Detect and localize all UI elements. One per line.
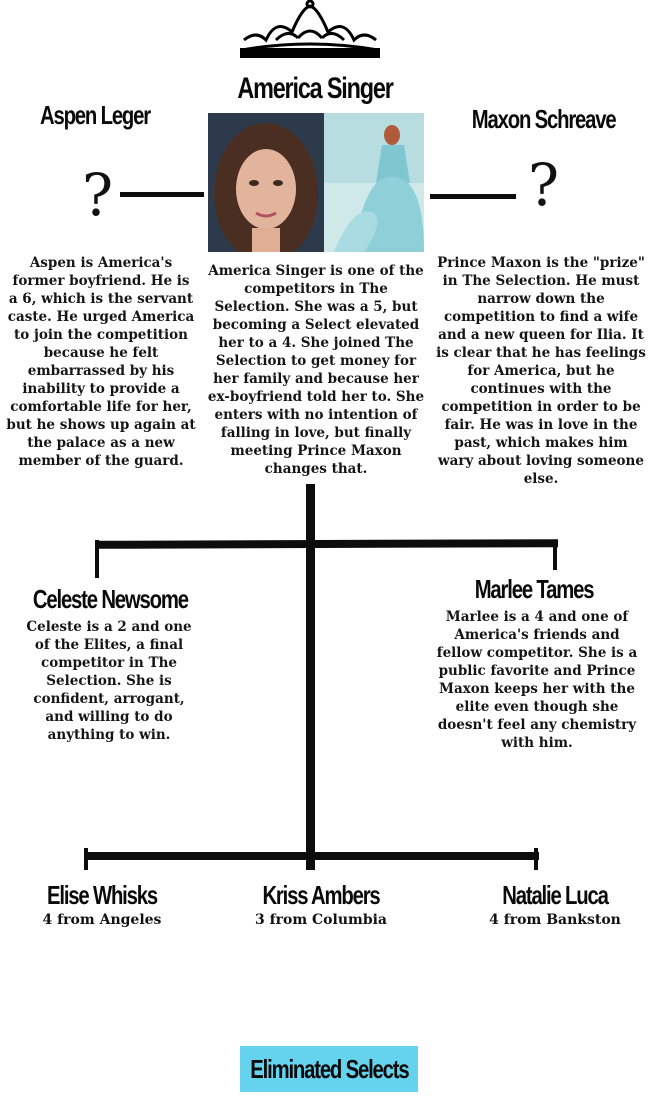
celeste-drop-line xyxy=(95,540,99,578)
maxon-name: Maxon Schreave xyxy=(471,104,616,134)
natalie-origin: 4 from Bankston xyxy=(489,912,621,928)
maxon-connector-line xyxy=(430,194,516,199)
selection-cover-photo xyxy=(324,113,424,252)
america-portrait-photo xyxy=(208,113,324,252)
marlee-name: Marlee Tames xyxy=(474,574,594,604)
maxon-unknown-mark: ? xyxy=(528,151,560,219)
aspen-name: Aspen Leger xyxy=(40,100,150,130)
natalie-name: Natalie Luca xyxy=(502,880,608,910)
kriss-origin: 3 from Columbia xyxy=(254,912,387,928)
america-description: America Singer is one of the competitors in The Selection. She was a 5, but becoming a Select elevated her to a 4. She joined The Selection to get money for her family and because her ex-boyfriend told her to. She enters with no intention of falling in love, but finally meeting Prince Maxon changes that. xyxy=(207,263,425,477)
aspen-connector-line xyxy=(120,192,204,197)
elite-branch-line xyxy=(95,539,558,549)
selects-branch-line xyxy=(84,852,539,860)
celeste-name: Celeste Newsome xyxy=(32,584,188,614)
celeste-description: Celeste is a 2 and one of the Elites, a final competitor in The Selection. She is confident, arrogant, and willing to do anything to win. xyxy=(26,619,192,743)
natalie-drop-line xyxy=(534,848,538,870)
marlee-drop-line xyxy=(553,540,557,570)
maxon-description: Prince Maxon is the "prize" in The Selection. He must narrow down the competition to find a wife and a new queen for Ilia. It is clear that he has feelings for America, but he continues with the competition in order to be fair. He was in love in the past, which makes him wary about loving someone else. xyxy=(436,255,646,487)
marlee-description: Marlee is a 4 and one of America's friends and fellow competitor. She is a public favorite and Prince Maxon keeps her with the elite even though she doesn't feel any chemistry with him. xyxy=(436,609,638,751)
america-name: America Singer xyxy=(237,72,393,105)
elise-origin: 4 from Angeles xyxy=(42,912,162,928)
eliminated-selects-button[interactable] xyxy=(240,1046,418,1092)
elise-drop-line xyxy=(84,848,88,870)
aspen-unknown-mark: ? xyxy=(82,161,114,229)
elise-name: Elise Whisks xyxy=(47,880,157,910)
aspen-description: Aspen is America's former boyfriend. He is a 6, which is the servant caste. He urged America to join the competition because he felt embarrassed by his inability to provide a comfortable life for her, but he shows up again at the palace as a new member of the guard. xyxy=(6,255,196,469)
eliminated-selects-label: Eliminated Selects xyxy=(249,1053,409,1084)
tiara-icon xyxy=(236,0,384,62)
kriss-name: Kriss Ambers xyxy=(262,880,380,910)
